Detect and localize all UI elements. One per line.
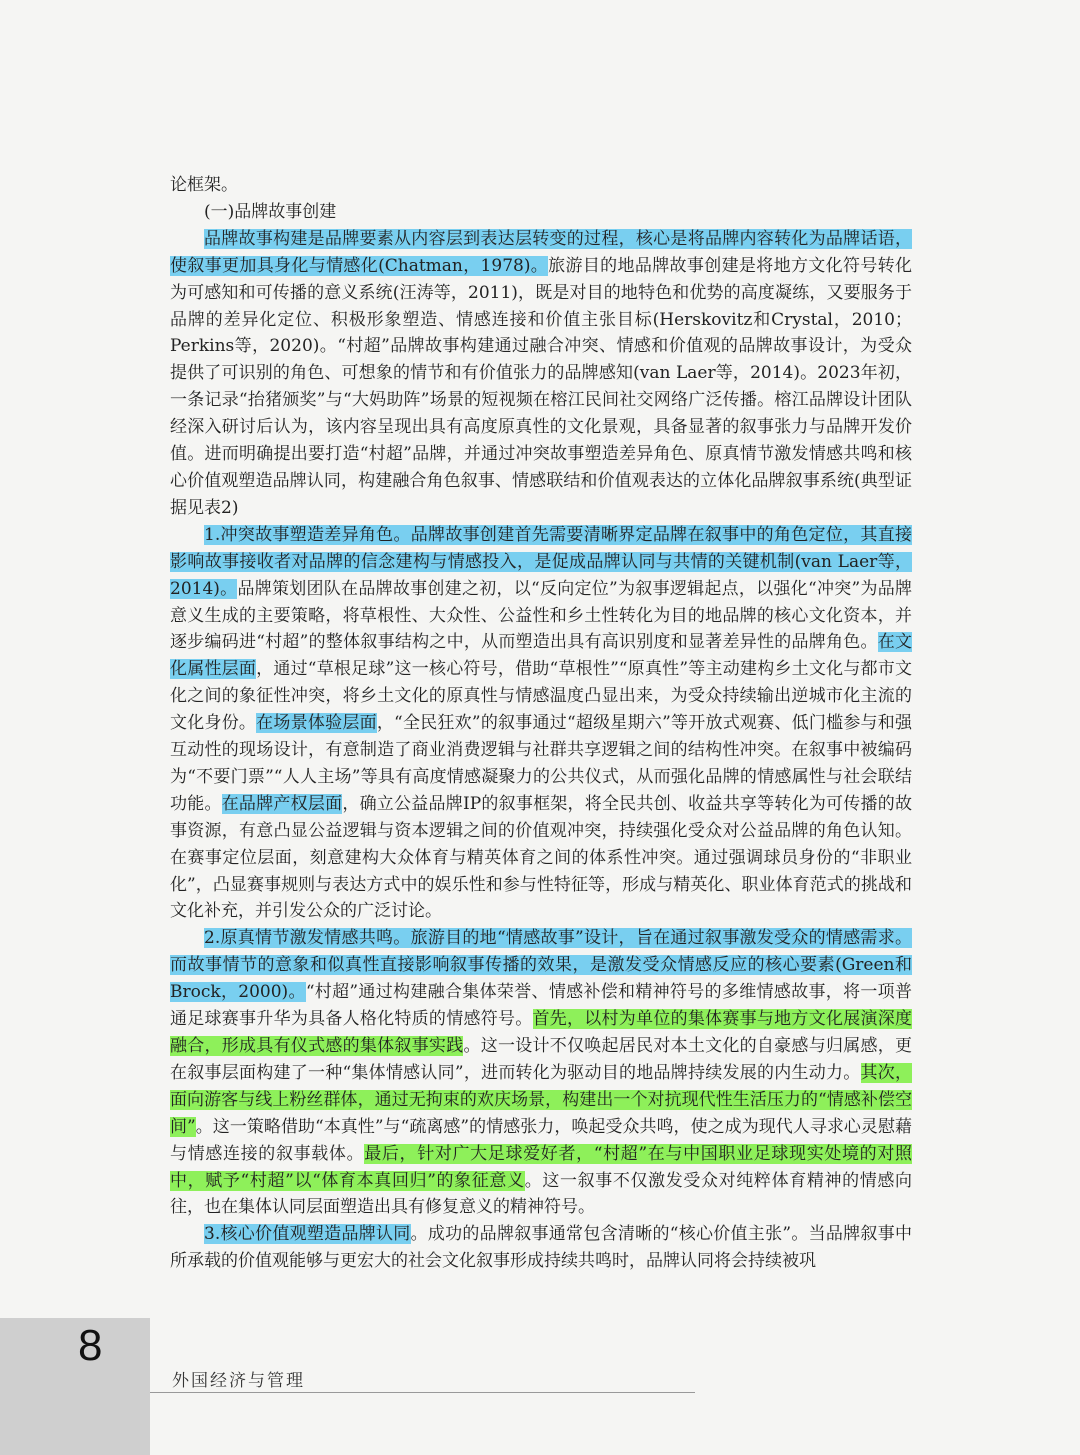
body-text: ，通过“草根足球”这一核心符号，借助“草根性”“原真性”等主动建构乡土文化与都市文化之间的象征性冲突，将乡土文化的原真性与情感温度凸显出来，为受众持续输出逆城市化主流的文化身份。: [170, 659, 912, 734]
highlighted-text: 品牌故事构建是品牌要素从内容层到表达层转变的过程，核心是将品牌内容转化为品牌话语，使叙事更加具身化与情感化(Chatman，1978)。: [170, 228, 912, 276]
body-text: (一)品牌故事创建: [204, 201, 337, 222]
body-text: 。这一策略借助“本真性”与“疏离感”的情感张力，唤起受众共鸣，使之成为现代人寻求心灵慰藉与情感连接的叙事载体。: [170, 1116, 912, 1164]
highlighted-text: 旅游目的地“情感故事”设计，旨在通过叙事激发受众的情感需求。而故事情节的意象和似真性直接影响叙事传播的效果，是激发受众情感反应的核心要素(Green和Brock，2000)。: [170, 928, 912, 1003]
paragraph: [170, 522, 912, 926]
highlighted-text: 首先，以村为单位的集体赛事与地方文化展演深度融合，形成具有仪式感的集体叙事实践: [170, 1009, 912, 1056]
paragraph: [170, 199, 912, 226]
body-text: ，“全民狂欢”的叙事通过“超级星期六”等开放式观赛、低门槛参与和强互动性的现场设计，有意制造了商业消费逻辑与社群共享逻辑之间的结构性冲突。在叙事中被编码为“不要门票”“人人主场”等具有高度情感凝聚力的公共仪式，从而强化品牌的情感属性与社会联结功能。: [170, 713, 913, 814]
highlighted-text: 1.冲突故事塑造差异角色。品牌故事创建首先需要清晰界定品牌在叙事中的角色定位，其直接影响故事接收者对品牌的信念建构与情感投入，是促成品牌认同与共情的关键机制(van Laer等，2014)。: [170, 524, 912, 599]
highlighted-text: 在场景体验层面: [256, 713, 377, 734]
highlighted-text: 3.核心价值观塑造品牌认同: [204, 1224, 411, 1245]
article-body: [170, 172, 912, 1275]
body-text: 。成功的品牌叙事通常包含清晰的“核心价值主张”。当品牌叙事中所承载的价值观能够与更宏大的社会文化叙事形成持续共鸣时，品牌认同将会持续被巩: [170, 1224, 912, 1272]
highlighted-text: 最后，针对广大足球爱好者，“村超”在与中国职业足球现实处境的对照中，赋予“村超”以“体育本真回归”的象征意义: [170, 1143, 912, 1191]
paragraph: [170, 226, 912, 522]
highlighted-text: 其次，面向游客与线上粉丝群体，通过无拘束的欢庆场景，构建出一个对抗现代性生活压力的“情感补偿空间”: [170, 1062, 912, 1137]
body-text: 旅游目的地品牌故事创建是将地方文化符号转化为可感知和可传播的意义系统(汪涛等，2011)，既是对目的地特色和优势的高度凝练，又要服务于品牌的差异化定位、积极形象塑造、情感连接和价值主张目标(Herskovitz和Crystal，2010；Perkins等，2020)。“村超”品牌故事构建通过融合冲突、情感和价值观的品牌故事设计，为受众提供了可识别的角色、可想象的情节和有价值张力的品牌感知(van Laer等，2014)。2023年初，一条记录“抬猪颁奖”与“大妈助阵”场景的短视频在榕江民间社交网络广泛传播。榕江品牌设计团队经深入研讨后认为，该内容呈现出具有高度原真性的文化景观，具备显著的叙事张力与品牌开发价值。进而明确提出要打造“村超”品牌，并通过冲突故事塑造差异角色、原真情节激发情感共鸣和核心价值观塑造品牌认同，构建融合角色叙事、情感联结和价值观表达的立体化品牌叙事系统(典型证据见表2): [170, 255, 913, 518]
body-text: 。这一叙事不仅激发受众对纯粹体育精神的情感向往，也在集体认同层面塑造出具有修复意义的精神符号。: [170, 1170, 913, 1218]
body-text: 论框架。: [170, 175, 238, 195]
highlighted-text: 在文化属性层面: [170, 632, 912, 680]
footer-divider: [150, 1392, 695, 1393]
paragraph: [170, 1221, 912, 1275]
paragraph: [170, 172, 912, 199]
body-text: 。这一设计不仅唤起居民对本土文化的自豪感与归属感，更在叙事层面构建了一种“集体情感认同”，进而转化为驱动目的地品牌持续发展的内生动力。: [170, 1036, 912, 1083]
body-text: “村超”通过构建融合集体荣誉、情感补偿和精神符号的多维情感故事，将一项普通足球赛事升华为具备人格化特质的情感符号。: [170, 982, 912, 1030]
highlighted-text: 在品牌产权层面: [221, 793, 343, 814]
journal-name: 外国经济与管理: [172, 1371, 305, 1391]
page-number: 8: [78, 1321, 103, 1370]
body-text: 品牌策划团队在品牌故事创建之初，以“反向定位”为叙事逻辑起点，以强化“冲突”为品牌意义生成的主要策略，将草根性、大众性、公益性和乡土性转化为目的地品牌的核心文化资本，并逐步编码进“村超”的整体叙事结构之中，从而塑造出具有高识别度和显著差异性的品牌角色。: [170, 578, 912, 653]
paragraph: [170, 925, 912, 1221]
body-text: ，确立公益品牌IP的叙事框架，将全民共创、收益共享等转化为可传播的故事资源，有意凸显公益逻辑与资本逻辑之间的价值观冲突，持续强化受众对公益品牌的角色认知。在赛事定位层面，刻意建构大众体育与精英体育之间的体系性冲突。通过强调球员身份的“非职业化”，凸显赛事规则与表达方式中的娱乐性和参与性特征等，形成与精英化、职业体育范式的挑战和文化补充，并引发公众的广泛讨论。: [170, 793, 912, 922]
highlighted-text: 2.原真情节激发情感共鸣。: [204, 928, 411, 949]
